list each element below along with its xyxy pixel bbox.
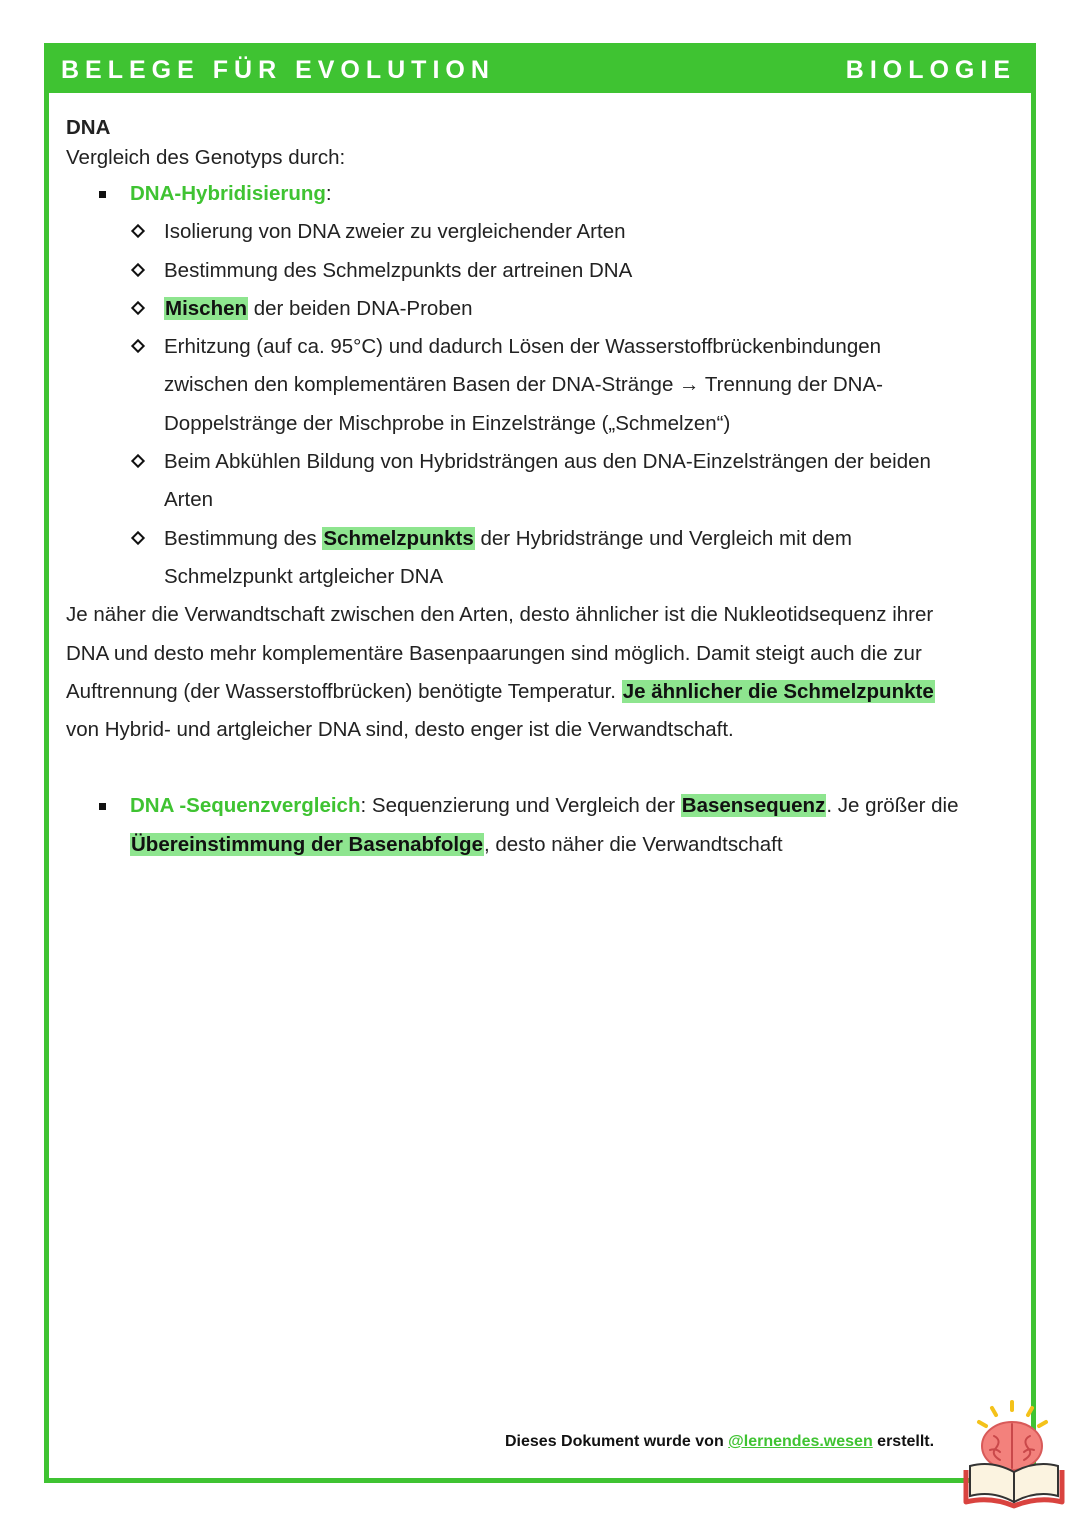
list-item	[164, 443, 1006, 520]
step-text: der beiden DNA-Proben	[248, 296, 473, 320]
subject-label: BIOLOGIE	[845, 56, 1016, 84]
footer-handle-link[interactable]: @lernendes.wesen	[728, 1433, 873, 1450]
list-item	[164, 213, 1006, 251]
step-text: der Hybridstränge und Vergleich mit dem	[474, 526, 852, 550]
step-line: Beim Abkühlen Bildung von Hybridsträngen aus den DNA-Einzelsträngen der beiden	[164, 450, 931, 474]
footer-text: Dieses Dokument wurde von	[505, 1433, 729, 1450]
intro-text: Vergleich des Genotyps durch:	[66, 146, 346, 169]
highlight-schmelzpunkte: Je ähnlicher die Schmelzpunkte	[622, 679, 934, 703]
step-text: Bestimmung des Schmelzpunkts der artreinen DNA	[164, 258, 633, 282]
diamond-bullet-icon	[131, 339, 145, 353]
sequencing-line-1	[130, 787, 1006, 825]
highlight-basensequenz: Basensequenz	[681, 794, 826, 818]
spacer	[66, 749, 1006, 787]
list-item	[164, 252, 1006, 290]
hybridization-colon: :	[325, 182, 332, 205]
step-line	[164, 520, 1006, 558]
step-line: Doppelstränge der Mischprobe in Einzelstränge („Schmelzen“)	[164, 411, 731, 435]
list-item	[164, 328, 1006, 443]
paragraph-line	[66, 673, 1006, 711]
highlight-basenabfolge: Übereinstimmung der Basenabfolge	[131, 832, 483, 856]
step-text: Bestimmung des	[164, 526, 323, 550]
hybridization-steps	[66, 213, 1006, 596]
bullet-hybridization	[66, 175, 1006, 213]
square-bullet-icon	[99, 803, 106, 810]
sequencing-text: : Sequenzierung und Vergleich der	[360, 794, 681, 818]
list-item	[164, 520, 1006, 597]
diamond-bullet-icon	[131, 531, 145, 545]
step-line: Erhitzung (auf ca. 95°C) und dadurch Lösen der Wasserstoffbrückenbindungen	[164, 335, 882, 359]
bullet-sequencing	[66, 787, 1006, 864]
footer-text: erstellt.	[872, 1433, 935, 1450]
diamond-bullet-icon	[131, 454, 145, 468]
paragraph-text: Auftrennung (der Wasserstoffbrücken) benötigte Temperatur.	[66, 679, 622, 703]
sequencing-text: . Je größer die	[826, 794, 959, 818]
brain-book-logo-icon	[962, 1398, 1072, 1510]
sequencing-line-2	[130, 826, 1006, 864]
paragraph-line: DNA und desto mehr komplementäre Basenpaarungen sind möglich. Damit steigt auch die zur	[66, 641, 922, 665]
diamond-bullet-icon	[131, 301, 145, 315]
step-text: Isolierung von DNA zweier zu vergleichender Arten	[164, 220, 626, 244]
step-line: Arten	[164, 488, 213, 512]
highlight-mischen: Mischen	[165, 296, 248, 320]
highlight-schmelzpunkts: Schmelzpunkts	[323, 526, 474, 550]
square-bullet-icon	[99, 191, 106, 198]
section-heading: DNA	[66, 116, 111, 139]
step-line: zwischen den komplementären Basen der DNA-Stränge → Trennung der DNA-	[164, 373, 883, 397]
hybridization-label: DNA-Hybridisierung	[130, 182, 326, 205]
header-bar	[49, 48, 1031, 93]
step-line: Schmelzpunkt artgleicher DNA	[164, 564, 444, 588]
footer-credit	[505, 1433, 934, 1451]
summary-paragraph	[66, 596, 1006, 749]
diamond-bullet-icon	[131, 263, 145, 277]
document-title: BELEGE FÜR EVOLUTION	[61, 56, 495, 84]
sequencing-text: , desto näher die Verwandtschaft	[483, 832, 783, 856]
diamond-bullet-icon	[131, 224, 145, 238]
main-content	[66, 112, 1006, 864]
paragraph-line: von Hybrid- und artgleicher DNA sind, desto enger ist die Verwandtschaft.	[66, 718, 734, 742]
sequencing-label: DNA -Sequenzvergleich	[130, 794, 361, 818]
paragraph-line: Je näher die Verwandtschaft zwischen den Arten, desto ähnlicher ist die Nukleotidsequenz ihrer	[66, 603, 934, 627]
list-item	[164, 290, 1006, 328]
